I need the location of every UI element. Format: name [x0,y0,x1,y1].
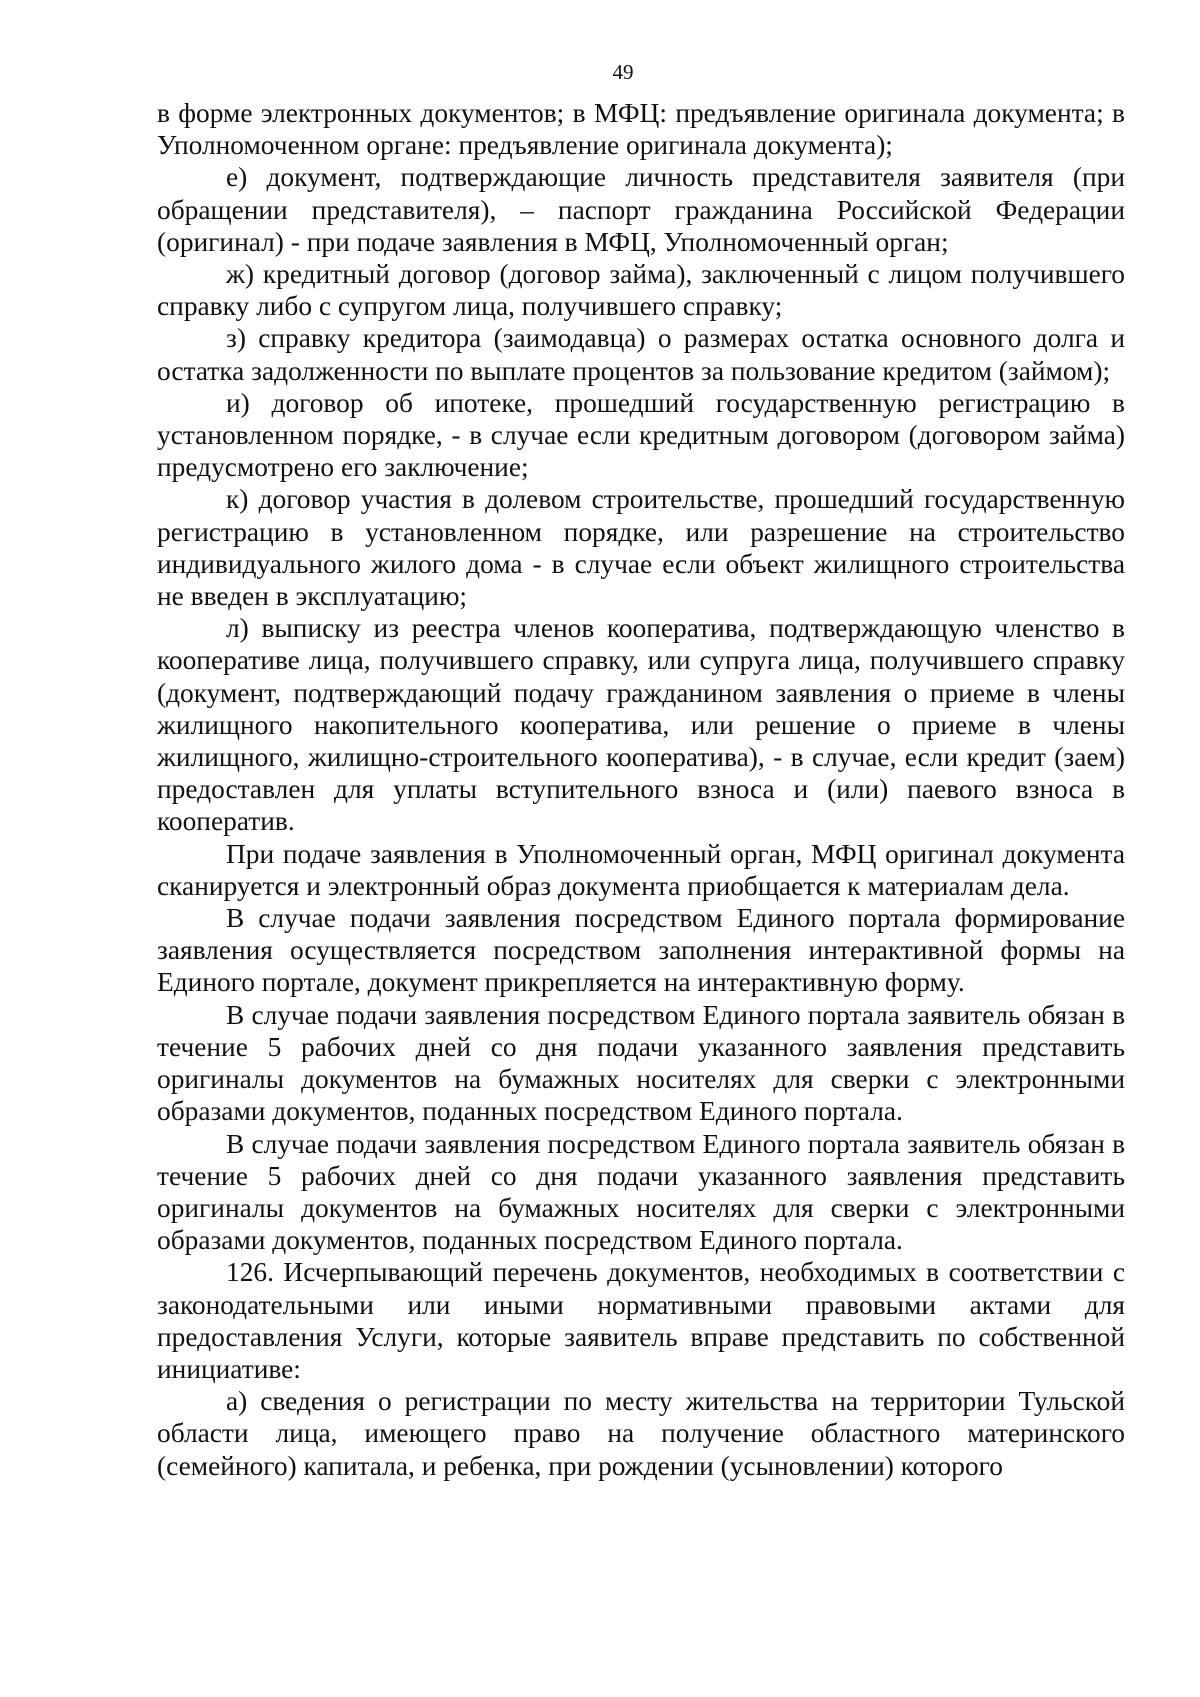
document-paragraph: и) договор об ипотеке, прошедший государственную регистрацию в установленном порядке, - в случае если кредитным договором (договором займа) предусмотрено его заключение; [157,387,1125,483]
document-paragraph: е) документ, подтверждающие личность представителя заявителя (при обращении представителя), – паспорт гражданина Российской Федерации (оригинал) - при подаче заявления в МФЦ, Уполномоченный орган; [157,162,1125,257]
document-paragraph: к) договор участия в долевом строительстве, прошедший государственную регистрацию в установленном порядке, или разрешение на строительство индивидуального жилого дома - в случае если объект жилищного строительства не введен в эксплуатацию; [157,484,1125,612]
document-page [157,60,1125,1482]
document-paragraph: В случае подачи заявления посредством Единого портала заявитель обязан в течение 5 рабочих дней со дня подачи указанного заявления представить оригиналы документов на бумажных носителях для сверки с электронными образами документов, поданных посредством Единого портала. [157,1128,1125,1256]
document-paragraph: В случае подачи заявления посредством Единого портала заявитель обязан в течение 5 рабочих дней со дня подачи указанного заявления представить оригиналы документов на бумажных носителях для сверки с электронными образами документов, поданных посредством Единого портала. [157,999,1125,1127]
document-paragraph: в форме электронных документов; в МФЦ: предъявление оригинала документа; в Уполномоченном органе: предъявление оригинала документа); [157,98,1125,161]
document-paragraph: 126. Исчерпывающий перечень документов, необходимых в соответствии с законодательными или иными нормативными правовыми актами для предоставления Услуги, которые заявитель вправе представить по собственной инициативе: [157,1257,1125,1384]
document-paragraph: з) справку кредитора (заимодавца) о размерах остатка основного долга и остатка задолженности по выплате процентов за пользование кредитом (займом); [157,323,1125,386]
document-paragraph: ж) кредитный договор (договор займа), заключенный с лицом получившего справку либо с супругом лица, получившего справку; [157,259,1125,322]
page-number: 49 [612,60,634,84]
document-paragraph: а) сведения о регистрации по месту жительства на территории Тульской области лица, имеющего право на получение областного материнского (семейного) капитала, и ребенка, при рождении (усыновлении) которого [157,1386,1125,1481]
document-paragraph: л) выписку из реестра членов кооператива, подтверждающую членство в кооперативе лица, получившего справку, или супруга лица, получившего справку (документ, подтверждающий подачу гражданином заявления о приеме в члены жилищного накопительного кооператива, или решение о приеме в члены жилищного, жилищно-строительного кооператива), - в случае, если кредит (заем) предоставлен для уплаты вступительного взноса и (или) паевого взноса в кооператив. [157,613,1125,837]
document-paragraph: При подаче заявления в Уполномоченный орган, МФЦ оригинал документа сканируется и электронный образ документа приобщается к материалам дела. [157,838,1125,901]
document-paragraph: В случае подачи заявления посредством Единого портала формирование заявления осуществляется посредством заполнения интерактивной формы на Единого портале, документ прикрепляется на интерактивную форму. [157,903,1125,998]
document-body [157,97,1125,1482]
